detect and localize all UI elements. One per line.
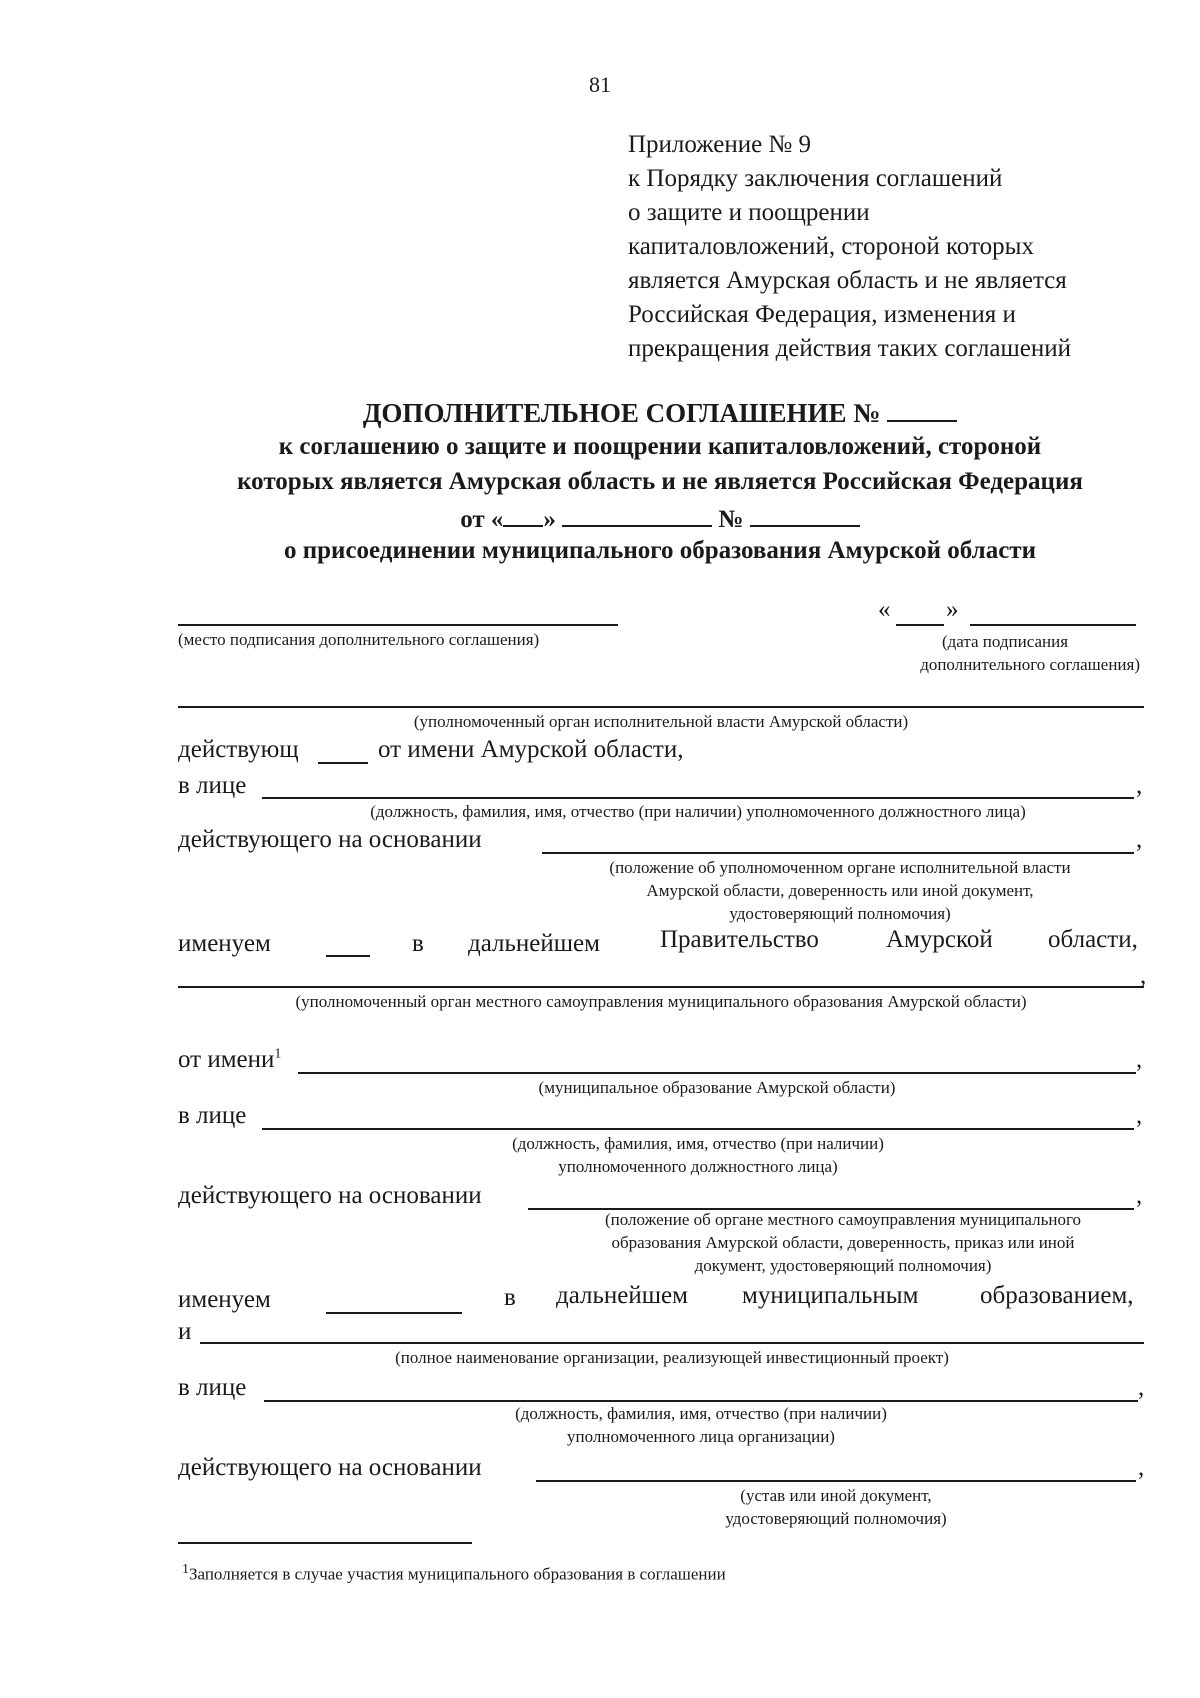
basis-caption-1 (542, 856, 1138, 925)
named-amur: Амурской (886, 926, 993, 953)
caption-line: (дата подписания (941, 632, 1069, 651)
official-person-caption-3 (264, 1402, 1138, 1448)
caption-line: документ, удостоверяющий полномочия) (694, 1256, 992, 1275)
base-date-day-field[interactable] (503, 503, 543, 527)
person-label-3: в лице (178, 1374, 247, 1401)
official-person-field-2[interactable] (262, 1128, 1134, 1130)
comma: , (1136, 1102, 1143, 1129)
title-line-3: которых является Амурская область и не является Российская Федерация (237, 468, 1083, 495)
title-heading: ДОПОЛНИТЕЛЬНОЕ СОГЛАШЕНИЕ № (362, 398, 881, 428)
comma: , (1136, 1046, 1143, 1073)
date-open-quote: « (878, 596, 891, 623)
organization-caption: (полное наименование организации, реализующей инвестиционный проект) (395, 1348, 949, 1367)
document-title (0, 398, 1200, 429)
named-gov: Правительство (660, 926, 819, 953)
caption-line: (должность, фамилия, имя, отчество (при наличии) (515, 1404, 887, 1423)
named-region: области, (1048, 926, 1138, 953)
official-person-caption-1: (должность, фамилия, имя, отчество (при наличии) уполномоченного должностного лица) (370, 802, 1026, 821)
basis-label-1: действующего на основании (178, 826, 482, 853)
named-ending-field-1[interactable] (326, 955, 370, 957)
caption-line: (положение об уполномоченном органе исполнительной власти (609, 858, 1071, 877)
number-sign: № (718, 506, 744, 533)
behalf-label (178, 1046, 281, 1074)
appendix-header (628, 128, 1188, 366)
caption-line: (должность, фамилия, имя, отчество (при наличии) (512, 1134, 884, 1153)
executive-body-field[interactable] (178, 706, 1144, 708)
page-number: 81 (589, 72, 611, 97)
title-line-5: о присоединении муниципального образования Амурской области (283, 537, 1036, 564)
caption-line: Амурской области, доверенность или иной документ, (646, 881, 1034, 900)
signing-day-field[interactable] (896, 624, 944, 626)
caption-line: удостоверяющий полномочия) (725, 1509, 947, 1528)
caption-line: (устав или иной документ, (740, 1486, 932, 1505)
acting-suffix: от имени Амурской области, (378, 736, 684, 763)
basis-field-1[interactable] (542, 852, 1134, 854)
municipality-field[interactable] (298, 1072, 1136, 1074)
footnote-separator (178, 1542, 472, 1544)
basis-caption-3 (536, 1484, 1136, 1530)
caption-line: уполномоченного должностного лица) (558, 1157, 838, 1176)
appendix-line: к Порядку заключения соглашений (628, 165, 1003, 192)
base-date-month-year-field[interactable] (562, 503, 712, 527)
caption-line: уполномоченного лица организации) (567, 1427, 835, 1446)
date-close-quote: » (946, 596, 959, 623)
named-further-1: дальнейшем (468, 930, 600, 957)
appendix-line: является Амурская область и не является (628, 267, 1067, 294)
basis-caption-2 (540, 1208, 1146, 1277)
comma: , (1138, 1454, 1145, 1481)
named-in-2: в (504, 1284, 516, 1311)
comma: , (1136, 772, 1143, 799)
appendix-line: Российская Федерация, изменения и (628, 301, 1016, 328)
named-in-1: в (412, 930, 424, 957)
basis-field-3[interactable] (536, 1480, 1136, 1482)
and-label: и (178, 1318, 192, 1345)
basis-label-3: действующего на основании (178, 1454, 482, 1481)
acting-prefix: действующ (178, 736, 299, 763)
organization-field[interactable] (200, 1342, 1144, 1344)
official-person-caption-2 (262, 1132, 1134, 1178)
appendix-line: Приложение № 9 (628, 131, 812, 158)
named-word-1: именуем (178, 930, 271, 957)
appendix-line: о защите и поощрении (628, 199, 870, 226)
named-mun: муниципальным (742, 1282, 919, 1309)
footnote-text: Заполняется в случае участия муниципального образования в соглашении (189, 1564, 726, 1584)
caption-line: образования Амурской области, доверенность, приказ или иной (611, 1233, 1075, 1252)
named-entity: образованием, (980, 1282, 1134, 1309)
signing-place-field[interactable] (178, 624, 618, 626)
person-label-1: в лице (178, 772, 247, 799)
signing-date-caption (870, 630, 1140, 676)
comma: , (1136, 1182, 1143, 1209)
appendix-line: прекращения действия таких соглашений (628, 335, 1071, 362)
local-government-caption: (уполномоченный орган местного самоуправления муниципального образования Амурской области) (295, 992, 1027, 1011)
from-open: от « (460, 506, 504, 533)
base-agreement-number-field[interactable] (750, 503, 860, 527)
title-line-2: к соглашению о защите и поощрении капиталовложений, стороной (278, 433, 1042, 460)
agreement-number-field[interactable] (887, 398, 957, 422)
basis-label-2: действующего на основании (178, 1182, 482, 1209)
official-person-field-1[interactable] (262, 797, 1134, 799)
footnote-marker: 1 (182, 1562, 189, 1577)
signing-place-caption: (место подписания дополнительного соглашения) (178, 630, 540, 649)
title-line-4 (0, 503, 1200, 534)
footnote (182, 1562, 726, 1585)
named-further-2: дальнейшем (556, 1282, 688, 1309)
caption-line: (положение об органе местного самоуправления муниципального (604, 1210, 1082, 1229)
local-government-field[interactable] (178, 986, 1144, 988)
footnote-ref: 1 (274, 1046, 282, 1062)
behalf-text: от имени (178, 1046, 275, 1073)
caption-line: дополнительного соглашения) (920, 655, 1140, 674)
person-label-2: в лице (178, 1102, 247, 1129)
signing-month-year-field[interactable] (970, 624, 1136, 626)
appendix-line: капиталовложений, стороной которых (628, 233, 1034, 260)
comma: , (1138, 1374, 1145, 1401)
executive-body-caption: (уполномоченный орган исполнительной власти Амурской области) (413, 712, 909, 731)
comma: , (1140, 962, 1147, 989)
comma: , (1136, 826, 1143, 853)
named-word-2: именуем (178, 1286, 271, 1313)
from-close: » (543, 506, 556, 533)
named-ending-field-2[interactable] (326, 1312, 462, 1314)
caption-line: удостоверяющий полномочия) (729, 904, 951, 923)
acting-ending-field[interactable] (318, 762, 368, 764)
municipality-caption: (муниципальное образование Амурской области) (538, 1078, 896, 1097)
